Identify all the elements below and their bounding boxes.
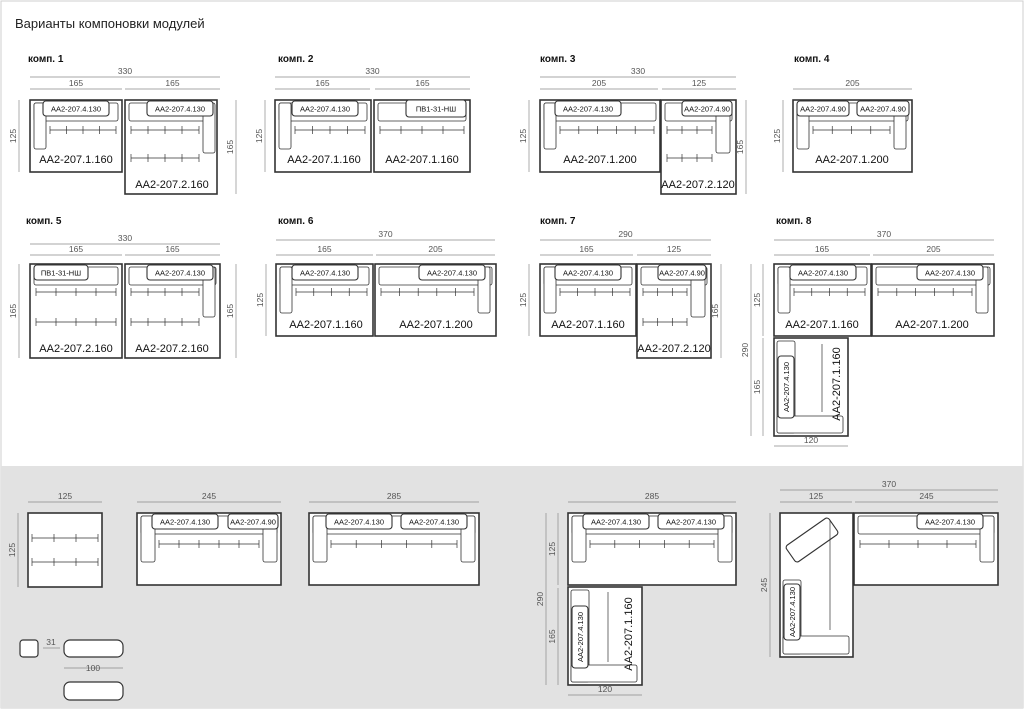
dimension-label: 245 <box>919 491 934 501</box>
module-label: AA2-207.2.120 <box>637 343 711 355</box>
comp-title: комп. 6 <box>278 216 314 227</box>
armrest-left <box>279 103 291 149</box>
module-label: AA2-207.1.160 <box>39 154 113 166</box>
dimension-label: 370 <box>881 479 897 489</box>
dimension-label: 165 <box>315 78 330 88</box>
cushion-label: AA2-207.4.130 <box>924 517 976 527</box>
dimension-label: 290 <box>535 591 545 607</box>
dimension-label: 165 <box>8 303 18 319</box>
cushion-label: AA2-207.4.130 <box>333 517 385 527</box>
dimension-label: 330 <box>365 66 380 76</box>
dimension-label: 165 <box>579 244 594 254</box>
module-label: AA2-207.1.200 <box>895 319 969 331</box>
armrest-left <box>313 516 327 562</box>
dimension-label: 245 <box>759 577 769 593</box>
dimension-label: 125 <box>8 128 18 144</box>
dimension-label: 285 <box>386 491 402 501</box>
module-label: AA2-207.1.200 <box>815 154 889 166</box>
module-label: AA2-207.1.160 <box>287 154 361 166</box>
cushion-label: AA2-207.4.90 <box>684 104 730 114</box>
dimension-label: 165 <box>814 244 830 254</box>
dimension-label: 125 <box>808 491 824 501</box>
comp-title: комп. 2 <box>278 54 314 65</box>
comp-title: комп. 7 <box>540 216 576 227</box>
armrest-left <box>778 267 790 313</box>
cushion-label: AA2-207.4.130 <box>426 268 478 278</box>
armrest-left <box>544 103 556 149</box>
cushion-label: AA2-207.4.90 <box>800 104 846 114</box>
comp-title: комп. 4 <box>794 54 830 65</box>
module-label: AA2-207.2.160 <box>135 179 209 191</box>
dimension-label: 125 <box>7 542 17 558</box>
dimension-label: 125 <box>752 292 762 308</box>
dimension-label: 165 <box>735 139 745 155</box>
module-label: AA2-207.1.160 <box>551 319 625 331</box>
module-label: AA2-207.1.160 <box>831 347 843 421</box>
dimension-label: 165 <box>752 379 762 395</box>
dimension-label: 125 <box>254 128 264 144</box>
dimension-label: 330 <box>117 233 133 243</box>
dimension-label: 125 <box>518 292 528 308</box>
dimension-label: 100 <box>85 663 101 673</box>
pillow <box>64 682 123 700</box>
cushion-label: ПВ1-31-НШ <box>415 104 457 114</box>
cushion-label: AA2-207.4.90 <box>860 104 906 114</box>
dimension-label: 290 <box>740 342 750 358</box>
comp-title: комп. 3 <box>540 54 576 65</box>
dimension-label: 165 <box>547 629 557 644</box>
dimension-label: 165 <box>165 78 180 88</box>
cushion-label: AA2-207.4.130 <box>797 268 849 278</box>
cushion-label: AA2-207.4.130 <box>924 268 976 278</box>
dimension-label: 125 <box>255 292 265 308</box>
cushion-label: AA2-207.4.130 <box>299 268 351 278</box>
dimension-label: 245 <box>201 491 217 501</box>
module-label: AA2-207.1.200 <box>399 319 473 331</box>
cushion-label: AA2-207.4.130 <box>590 517 642 527</box>
pillow <box>64 640 123 657</box>
cushion-label: AA2-207.4.90 <box>659 268 705 278</box>
dimension-label: 205 <box>428 244 443 254</box>
dimension-label: 165 <box>165 244 180 254</box>
dimension-label: 120 <box>803 435 819 445</box>
dimension-label: 125 <box>57 491 73 501</box>
cushion-label: AA2-207.4.130 <box>408 517 460 527</box>
cushion-label: ПВ1-31-НШ <box>40 268 82 278</box>
dimension-label: 330 <box>117 66 133 76</box>
cushion-label: AA2-207.4.130 <box>50 104 102 114</box>
dimension-label: 205 <box>591 78 607 88</box>
cushion-label: AA2-207.4.130 <box>665 517 717 527</box>
module-label: AA2-207.1.160 <box>785 319 859 331</box>
module-label: AA2-207.2.160 <box>39 343 113 355</box>
armrest-left <box>280 267 292 313</box>
dimension-label: 370 <box>876 229 892 239</box>
dimension-label: 330 <box>630 66 646 76</box>
dimension-label: 165 <box>710 303 720 319</box>
pouf-small <box>20 640 38 657</box>
dimension-label: 205 <box>926 244 941 254</box>
module-label: AA2-207.1.160 <box>385 154 459 166</box>
dimension-label: 165 <box>225 303 235 319</box>
dimension-label: 370 <box>378 229 393 239</box>
dimension-label: 125 <box>547 541 557 557</box>
comp-title: комп. 1 <box>28 54 64 65</box>
cushion-label: AA2-207.4.130 <box>154 104 206 114</box>
dimension-label: 125 <box>691 78 707 88</box>
cushion-label: AA2-207.4.130 <box>159 517 211 527</box>
cushion-label: AA2-207.4.130 <box>562 104 614 114</box>
module-label: AA2-207.1.160 <box>289 319 363 331</box>
cushion-label: AA2-207.4.130 <box>154 268 206 278</box>
cushion-label: AA2-207.4.130 <box>788 586 797 638</box>
dimension-label: 125 <box>772 128 782 144</box>
cushion-label: AA2-207.4.130 <box>299 104 351 114</box>
comp-title: комп. 5 <box>26 216 62 227</box>
cushion-label: AA2-207.4.130 <box>576 611 585 663</box>
dimension-label: 165 <box>68 78 84 88</box>
armrest-left <box>544 267 556 313</box>
dimension-label: 285 <box>644 491 660 501</box>
dimension-label: 120 <box>597 684 613 694</box>
dimension-label: 165 <box>415 78 430 88</box>
cushion-label: AA2-207.4.90 <box>230 517 276 527</box>
module-label: AA2-207.2.120 <box>661 179 735 191</box>
dimension-label: 290 <box>618 229 633 239</box>
dimension-label: 31 <box>46 637 56 647</box>
dimension-label: 205 <box>845 78 860 88</box>
cushion-label: AA2-207.4.130 <box>782 361 791 413</box>
dimension-label: 165 <box>317 244 332 254</box>
comp-title: комп. 8 <box>776 216 812 227</box>
module-label: AA2-207.1.200 <box>563 154 637 166</box>
page-title: Варианты компоновки модулей <box>15 16 205 31</box>
module-label: AA2-207.2.160 <box>135 343 209 355</box>
cushion-label: AA2-207.4.130 <box>562 268 614 278</box>
module-outline <box>28 513 102 587</box>
module-label: AA2-207.1.160 <box>623 597 635 671</box>
dimension-label: 165 <box>225 139 235 155</box>
dimension-label: 125 <box>518 128 528 144</box>
dimension-label: 165 <box>68 244 84 254</box>
dimension-label: 125 <box>666 244 682 254</box>
